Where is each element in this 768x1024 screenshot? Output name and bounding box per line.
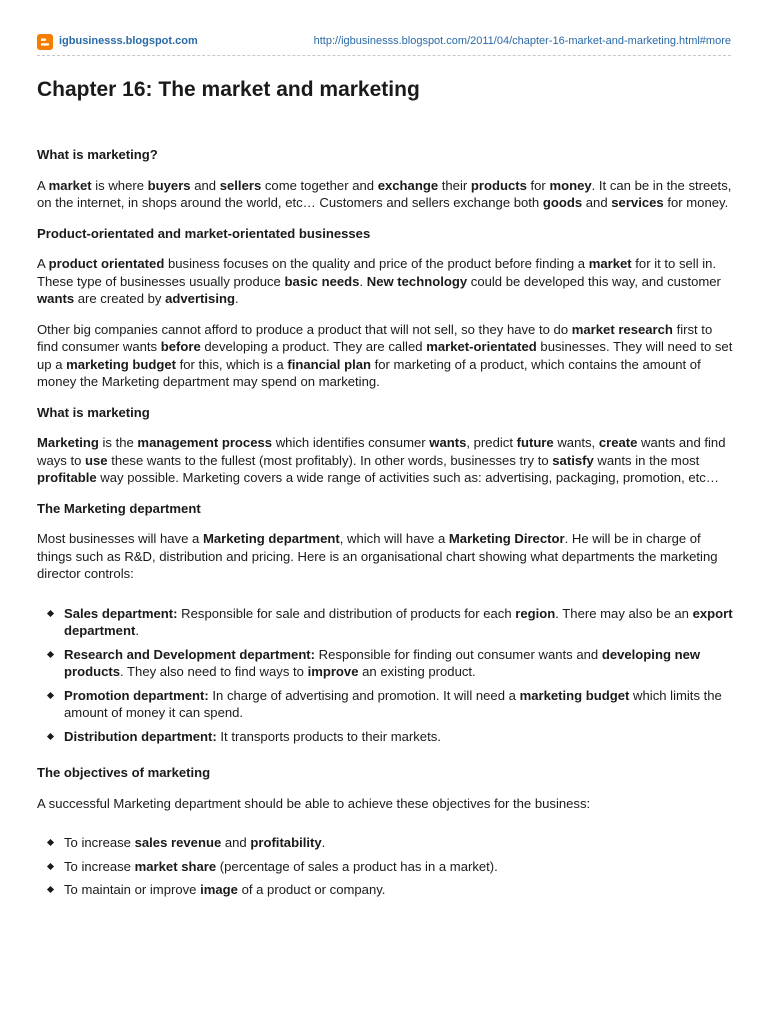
heading-orientation: Product-orientated and market-orientated businesses	[37, 225, 371, 241]
text-run: these wants to the fullest (most profitably). In other words, businesses try to	[107, 452, 553, 468]
text-run: could be developed this way, and customer	[467, 273, 721, 289]
text-run: way possible. Marketing covers a wide range of activities such as: advertising, packaging, promotion, etc…	[96, 470, 719, 485]
text-run: .	[359, 273, 367, 289]
text-run: for it to sell in. These type of businesses usually produce	[37, 256, 717, 289]
text-run: first to find consumer wants	[37, 321, 713, 354]
text-run: wants in the most	[593, 452, 700, 468]
bold-term: product orientated	[48, 256, 165, 271]
bold-term: money	[549, 177, 592, 193]
text-run: . He will be in charge of things such as R&D, distribution and pricing. Here is an organisational chart showing what departments the marketing director controls:	[37, 531, 718, 581]
text-run: A	[37, 256, 49, 271]
bold-term: future	[516, 435, 554, 450]
article-body	[37, 146, 733, 905]
text-run: Other big companies cannot afford to produce a product that will not sell, so they have to do	[37, 321, 572, 337]
bold-term: sellers	[219, 177, 262, 193]
paragraph-product-orientated	[37, 255, 733, 308]
bold-term: wants	[37, 291, 75, 306]
text-run: To maintain or improve	[64, 882, 201, 897]
bold-term: profitability	[250, 835, 322, 850]
text-run: .	[321, 835, 326, 850]
text-run: come together and	[261, 177, 378, 193]
text-run: is where	[91, 177, 148, 193]
text-run: for marketing of a product, which contains the amount of money the Marketing department may spend on marketing.	[37, 356, 701, 389]
bold-term: market	[588, 256, 632, 271]
bold-term: Research and Development department:	[64, 646, 316, 662]
blogger-icon[interactable]	[37, 34, 53, 50]
text-run: . It can be in the streets, on the internet, in shops around the world, etc… Customers and sellers exchange both	[37, 177, 732, 210]
text-run: .	[135, 623, 139, 638]
heading-marketing-department: The Marketing department	[37, 500, 201, 516]
bold-term: basic needs	[284, 273, 360, 289]
bold-term: Marketing Director	[448, 531, 565, 546]
text-run: . They also need to find ways to	[120, 664, 308, 679]
bold-term: wants	[429, 435, 467, 450]
text-run: for this, which is a	[175, 356, 288, 372]
bold-term: market research	[571, 321, 673, 337]
text-run: , predict	[466, 435, 517, 450]
paragraph-marketing-definition	[37, 434, 733, 487]
bold-term: improve	[307, 664, 359, 679]
bold-term: use	[85, 452, 108, 468]
bold-term: Marketing department	[202, 531, 340, 546]
list-item	[37, 881, 733, 899]
text-run: for	[526, 177, 550, 193]
list-item	[37, 687, 733, 722]
text-run: In charge of advertising and promotion. It will need a	[208, 687, 520, 703]
page-header	[37, 33, 731, 51]
text-run: It transports products to their markets.	[216, 728, 441, 744]
text-run: wants,	[553, 435, 599, 450]
site-name-link[interactable]: igbusinesss.blogspot.com	[59, 35, 198, 47]
text-run: Responsible for sale and distribution of products for each	[177, 605, 516, 621]
bold-term: financial plan	[287, 356, 371, 372]
departments-list	[37, 605, 733, 746]
text-run: business focuses on the quality and price of the product before finding a	[164, 256, 589, 271]
bold-term: image	[200, 882, 238, 897]
list-item	[37, 858, 733, 876]
bold-term: marketing budget	[519, 687, 630, 703]
page-title: Chapter 16: The market and marketing	[37, 78, 420, 101]
text-run: is the	[98, 435, 138, 450]
list-item	[37, 605, 733, 640]
bold-term: export department	[64, 605, 733, 638]
text-run: which limits the amount of money it can spend.	[64, 687, 722, 720]
text-run: .	[234, 291, 239, 306]
text-run: wants and find ways to	[37, 435, 726, 468]
bold-term: products	[470, 177, 527, 193]
text-run: To increase	[64, 835, 135, 850]
text-run: (percentage of sales a product has in a market).	[216, 858, 498, 874]
bold-term: exchange	[377, 177, 439, 193]
bold-term: Promotion department:	[64, 687, 209, 703]
bold-term: buyers	[147, 177, 191, 193]
text-run: an existing product.	[358, 664, 476, 679]
bold-term: New technology	[366, 273, 468, 289]
text-run: and	[190, 177, 220, 193]
bold-term: Sales department:	[64, 605, 178, 621]
page-url-link[interactable]: http://igbusinesss.blogspot.com/2011/04/chapter-16-market-and-marketing.html#more	[313, 35, 731, 47]
bold-term: management process	[137, 435, 273, 450]
bold-term: before	[160, 339, 201, 354]
text-run: Responsible for finding out consumer wants and	[315, 646, 602, 662]
text-run: and	[221, 835, 251, 850]
bold-term: market	[48, 177, 92, 193]
text-run: , which will have a	[339, 531, 449, 546]
text-run: for money.	[663, 195, 729, 210]
bold-term: goods	[542, 195, 583, 210]
text-run: are created by	[74, 291, 166, 306]
bold-term: region	[515, 605, 556, 621]
text-run: businesses. They will need to set up a	[37, 339, 733, 372]
heading-objectives: The objectives of marketing	[37, 765, 211, 780]
text-run: . There may also be an	[555, 605, 693, 621]
bold-term: market share	[134, 858, 217, 874]
bold-term: profitable	[37, 470, 97, 485]
header-divider	[37, 55, 731, 56]
heading-what-is-marketing: What is marketing?	[37, 147, 158, 162]
text-run: their	[438, 177, 471, 193]
text-run: A	[37, 177, 49, 193]
text-run: and	[582, 195, 612, 210]
heading-what-is-marketing-2: What is marketing	[37, 404, 150, 420]
bold-term: developing new products	[64, 646, 701, 679]
paragraph-marketing-department	[37, 530, 733, 583]
text-run: developing a product. They are called	[200, 339, 427, 354]
list-item	[37, 646, 733, 681]
bold-term: sales revenue	[134, 835, 222, 850]
bold-term: create	[598, 435, 638, 450]
objectives-list	[37, 834, 733, 899]
bold-term: Marketing	[37, 435, 99, 450]
bold-term: services	[611, 195, 664, 210]
paragraph-objectives-intro: A successful Marketing department should be able to achieve these objectives for the business:	[37, 795, 591, 811]
list-item	[37, 728, 733, 746]
text-run: To increase	[64, 858, 135, 874]
text-run: Most businesses will have a	[37, 531, 203, 546]
paragraph-market-orientated	[37, 321, 733, 391]
text-run: of a product or company.	[237, 882, 386, 897]
paragraph-market	[37, 177, 733, 212]
bold-term: market-orientated	[426, 339, 537, 354]
list-item	[37, 834, 733, 852]
bold-term: advertising	[165, 291, 235, 306]
bold-term: marketing budget	[66, 356, 176, 372]
bold-term: satisfy	[552, 452, 594, 468]
bold-term: Distribution department:	[64, 728, 217, 744]
text-run: which identifies consumer	[272, 435, 430, 450]
